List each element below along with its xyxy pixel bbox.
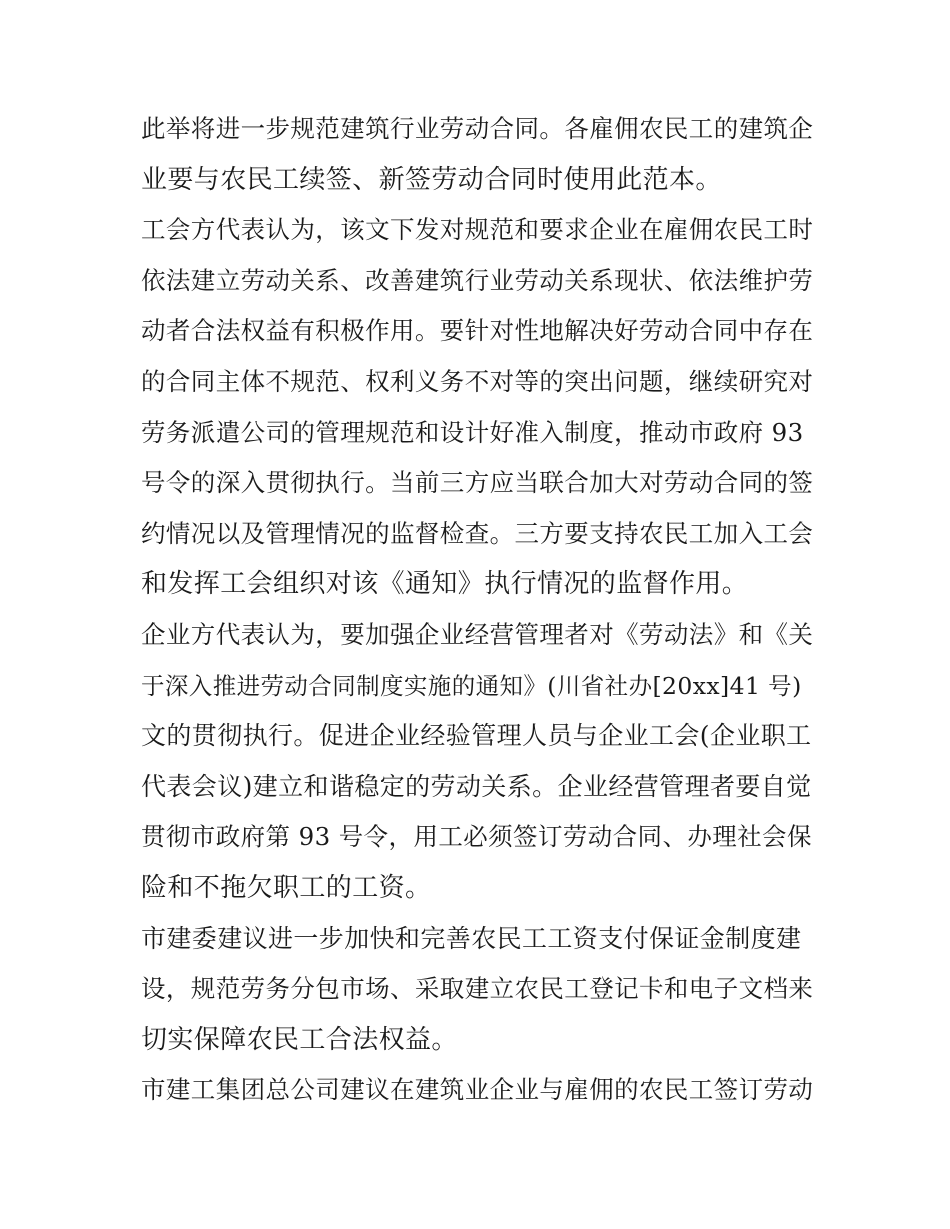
text-line: 业要与农民工续签、新签劳动合同时使用此范本。 bbox=[141, 164, 722, 195]
text-line: 约情况以及管理情况的监督检查。三方要支持农民工加入工会 bbox=[141, 518, 814, 548]
paragraph bbox=[141, 914, 813, 1066]
text-line: 工会方代表认为，该文下发对规范和要求企业在雇佣农民工时 bbox=[141, 215, 814, 245]
text-line: 市建委建议进一步加快和完善农民工工资支付保证金制度建 bbox=[141, 923, 802, 953]
paragraph bbox=[141, 205, 813, 610]
text-line: 设，规范劳务分包市场、采取建立农民工登记卡和电子文档来 bbox=[141, 974, 814, 1004]
text-line: 劳务派遣公司的管理规范和设计好准入制度，推动市政府 93 bbox=[141, 417, 804, 447]
paragraph bbox=[141, 104, 813, 205]
paragraph bbox=[141, 1065, 813, 1116]
text-line: 依法建立劳动关系、改善建筑行业劳动关系现状、依法维护劳 bbox=[141, 265, 814, 295]
text-line: 的合同主体不规范、权利义务不对等的突出问题，继续研究对 bbox=[141, 366, 814, 396]
document-body bbox=[141, 104, 813, 1116]
text-line: 市建工集团总公司建议在建筑业企业与雇佣的农民工签订劳动 bbox=[141, 1075, 814, 1105]
paragraph bbox=[141, 610, 813, 914]
text-line: 切实保障农民工合法权益。 bbox=[141, 1024, 458, 1055]
text-line: 贯彻市政府第 93 号令，用工必须签订劳动合同、办理社会保 bbox=[141, 822, 812, 852]
text-line: 和发挥工会组织对该《通知》执行情况的监督作用。 bbox=[141, 569, 749, 600]
text-line: 此举将进一步规范建筑行业劳动合同。各雇佣农民工的建筑企 bbox=[141, 114, 814, 143]
text-line: 险和不拖欠职工的工资。 bbox=[141, 872, 432, 903]
text-line: 动者合法权益有积极作用。要针对性地解决好劳动合同中存在 bbox=[141, 316, 814, 346]
text-line: 文的贯彻执行。促进企业经验管理人员与企业工会(企业职工 bbox=[141, 721, 812, 751]
text-line: 企业方代表认为，要加强企业经营管理者对《劳动法》和《关 bbox=[141, 619, 814, 649]
text-line: 号令的深入贯彻执行。当前三方应当联合加大对劳动合同的签 bbox=[141, 468, 814, 498]
text-line: 于深入推进劳动合同制度实施的通知》(川省社办[20xx]41 号) bbox=[141, 671, 802, 700]
text-line: 代表会议)建立和谐稳定的劳动关系。企业经营管理者要自觉 bbox=[141, 771, 812, 801]
